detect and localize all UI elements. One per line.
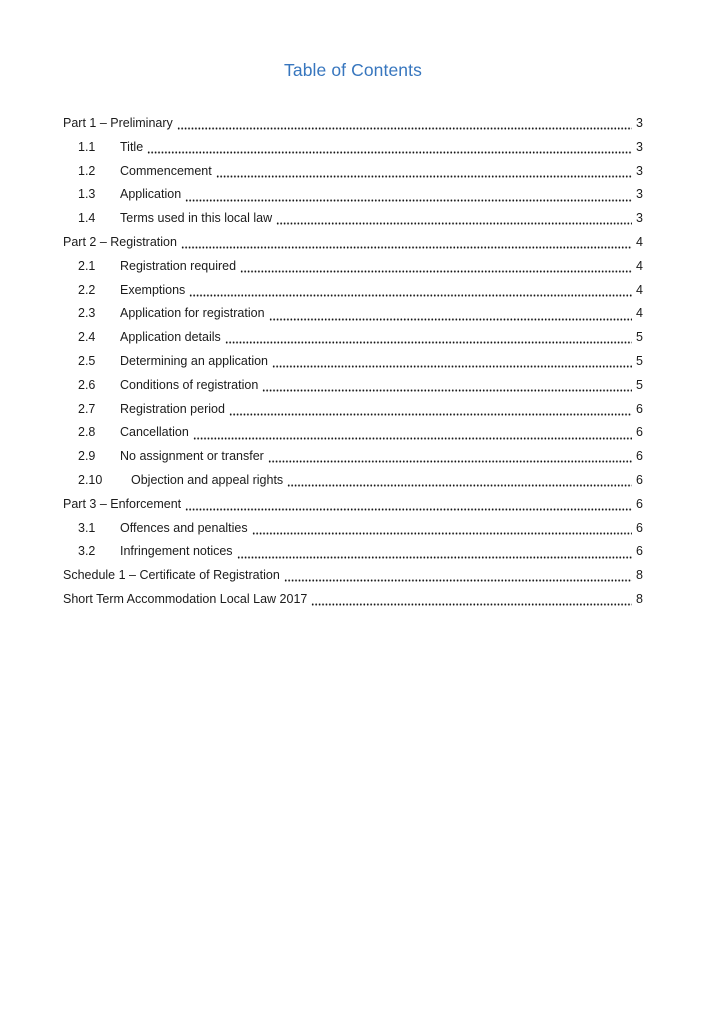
toc-leader-dots <box>225 326 632 350</box>
toc-entry-number: 2.6 <box>78 377 96 392</box>
toc-entry[interactable] <box>63 540 643 564</box>
toc-entry-label: Part 3 – Enforcement <box>63 496 182 511</box>
toc-entry-label: Part 2 – Registration <box>63 234 177 249</box>
toc-leader-dots <box>311 588 632 612</box>
toc-entry-page: 3 <box>636 211 643 226</box>
toc-entry[interactable] <box>63 207 643 231</box>
toc-entry-number: 2.8 <box>78 425 96 440</box>
toc-entry-page: 4 <box>636 306 643 321</box>
toc-entry-page: 3 <box>636 139 643 154</box>
toc-entry-number: 1.2 <box>78 163 96 178</box>
toc-entry[interactable] <box>63 374 643 398</box>
toc-leader-dots <box>229 398 632 422</box>
toc-entry-page: 4 <box>636 258 643 273</box>
table-of-contents <box>63 112 643 612</box>
toc-leader-dots <box>284 564 632 588</box>
toc-entry[interactable] <box>63 302 643 326</box>
toc-leader-dots <box>268 445 632 469</box>
toc-entry-number: 1.1 <box>78 139 96 154</box>
toc-entry[interactable] <box>63 421 643 445</box>
toc-entry-label: Application for registration <box>120 306 265 321</box>
toc-entry[interactable] <box>63 350 643 374</box>
toc-entry-number: 2.5 <box>78 353 96 368</box>
toc-entry-page: 4 <box>636 234 643 249</box>
toc-leader-dots <box>262 374 632 398</box>
toc-entry[interactable] <box>63 517 643 541</box>
toc-entry-label: Commencement <box>120 163 212 178</box>
toc-entry-page: 6 <box>636 425 643 440</box>
toc-entry-page: 3 <box>636 116 643 130</box>
toc-leader-dots <box>269 302 632 326</box>
toc-entry-label: Registration required <box>120 258 237 273</box>
toc-entry[interactable] <box>63 183 643 207</box>
toc-entry[interactable] <box>63 231 643 255</box>
toc-entry[interactable] <box>63 279 643 303</box>
toc-entry[interactable] <box>63 112 643 136</box>
toc-entry-page: 6 <box>636 520 643 535</box>
toc-entry-number: 2.3 <box>78 306 96 321</box>
toc-entry-page: 6 <box>636 544 643 559</box>
toc-entry-label: Objection and appeal rights <box>131 472 284 487</box>
toc-entry-label: Registration period <box>120 401 225 416</box>
toc-entry-label: Conditions of registration <box>120 377 259 392</box>
toc-leader-dots <box>272 350 632 374</box>
toc-entry[interactable] <box>63 445 643 469</box>
toc-entry-label: Application details <box>120 330 221 345</box>
toc-entry[interactable] <box>63 255 643 279</box>
toc-entry-page: 3 <box>636 187 643 202</box>
toc-entry[interactable] <box>63 398 643 422</box>
toc-entry-number: 2.2 <box>78 282 96 297</box>
toc-entry-label: Terms used in this local law <box>120 211 273 226</box>
toc-entry-page: 5 <box>636 330 643 345</box>
toc-entry[interactable] <box>63 493 643 517</box>
toc-entry-page: 3 <box>636 163 643 178</box>
toc-entry[interactable] <box>63 160 643 184</box>
toc-leader-dots <box>216 160 632 184</box>
toc-entry-page: 6 <box>636 401 643 416</box>
toc-entry-page: 6 <box>636 449 643 464</box>
toc-entry-number: 2.1 <box>78 258 96 273</box>
toc-entry-page: 6 <box>636 472 643 487</box>
toc-entry-label: Exemptions <box>120 282 186 297</box>
toc-entry[interactable] <box>63 469 643 493</box>
toc-entry-page: 6 <box>636 496 643 511</box>
toc-entry-page: 4 <box>636 282 643 297</box>
toc-entry-number: 3.2 <box>78 544 96 559</box>
toc-entry-label: No assignment or transfer <box>120 449 264 464</box>
toc-entry-label: Part 1 – Preliminary <box>63 116 173 130</box>
toc-entry-page: 8 <box>636 591 643 606</box>
toc-entry-number: 2.9 <box>78 449 96 464</box>
toc-entry-label: Schedule 1 – Certificate of Registration <box>63 568 280 583</box>
toc-entry-number: 3.1 <box>78 520 96 535</box>
toc-entry[interactable] <box>63 326 643 350</box>
toc-entry-label: Cancellation <box>120 425 189 440</box>
toc-entry-label: Short Term Accommodation Local Law 2017 <box>63 591 308 606</box>
toc-entry-label: Offences and penalties <box>120 520 248 535</box>
toc-entry-page: 5 <box>636 353 643 368</box>
toc-leader-dots <box>189 279 632 303</box>
toc-entry-label: Determining an application <box>120 353 269 368</box>
toc-entry-number: 1.4 <box>78 211 96 226</box>
toc-leader-dots <box>177 112 632 136</box>
toc-entry-number: 1.3 <box>78 187 96 202</box>
toc-entry[interactable] <box>63 588 643 612</box>
toc-entry-label: Application <box>120 187 182 202</box>
toc-entry-label: Title <box>120 139 144 154</box>
toc-entry-number: 2.7 <box>78 401 96 416</box>
toc-entry-page: 5 <box>636 377 643 392</box>
toc-leader-dots <box>185 183 632 207</box>
toc-leader-dots <box>181 231 632 255</box>
toc-leader-dots <box>193 421 632 445</box>
toc-title: Table of Contents <box>284 60 422 80</box>
toc-leader-dots <box>185 493 632 517</box>
toc-entry-label: Infringement notices <box>120 544 233 559</box>
toc-leader-dots <box>252 517 632 541</box>
toc-entry-number: 2.10 <box>78 472 103 487</box>
toc-entry-number: 2.4 <box>78 330 96 345</box>
toc-entry-page: 8 <box>636 568 643 583</box>
toc-leader-dots <box>240 255 632 279</box>
toc-entry[interactable] <box>63 136 643 160</box>
toc-leader-dots <box>276 207 632 231</box>
toc-leader-dots <box>147 136 632 160</box>
toc-entry[interactable] <box>63 564 643 588</box>
toc-leader-dots <box>237 540 632 564</box>
toc-leader-dots <box>287 469 632 493</box>
